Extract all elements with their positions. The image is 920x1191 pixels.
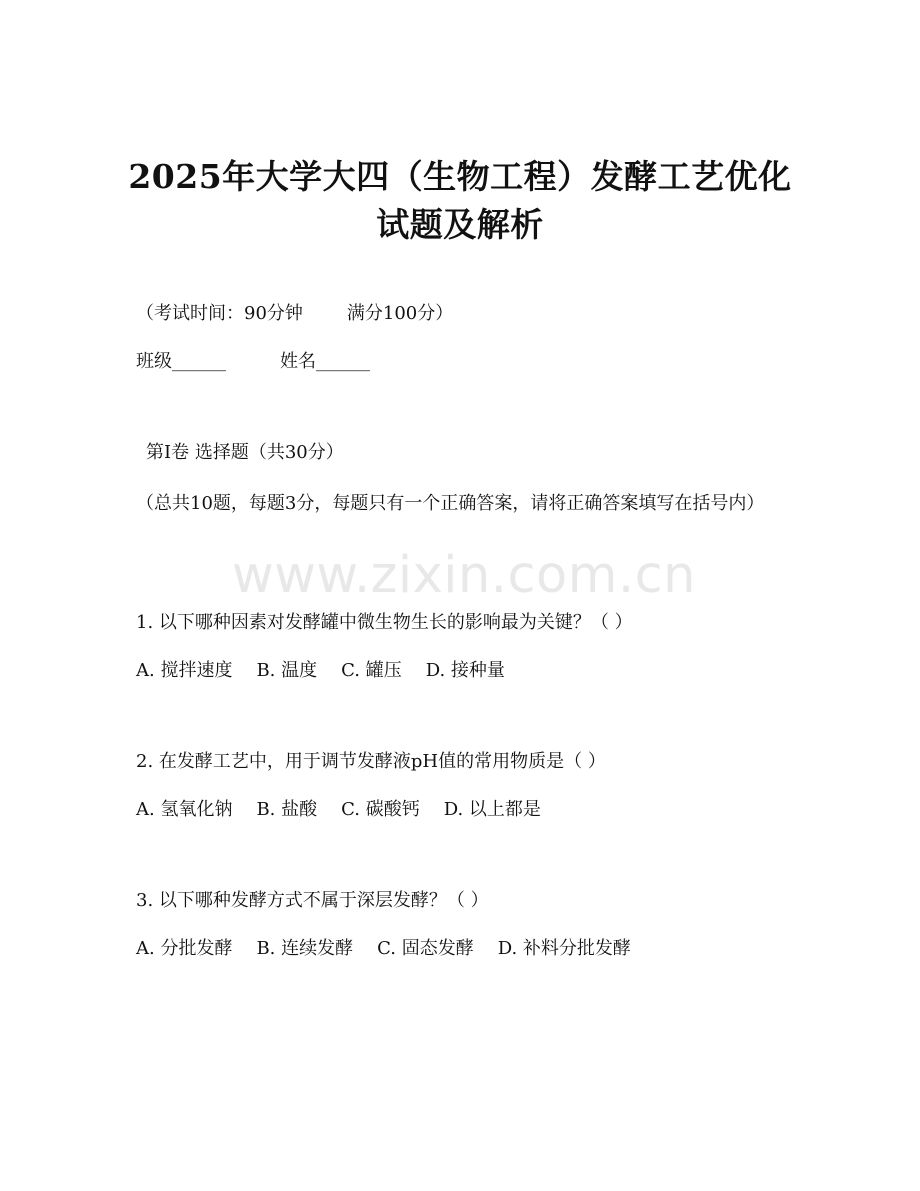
exam-time: （考试时间：90分钟 [136, 303, 303, 324]
watermark: www.zixin.com.cn [232, 546, 696, 605]
option-c: C. 罐压 [341, 660, 402, 681]
question-2-options [136, 798, 565, 822]
section-instructions: （总共10题，每题3分，每题只有一个正确答案，请将正确答案填写在括号内） [136, 493, 765, 514]
document-title-line-1: 2025年大学大四（生物工程）发酵工艺优化 [128, 157, 792, 196]
option-d: D. 以上都是 [443, 799, 541, 820]
option-a: A. 搅拌速度 [136, 660, 233, 681]
class-field: 班级______ [136, 351, 226, 372]
option-c: C. 固态发酵 [377, 938, 474, 959]
question-3-stem: 3. 以下哪种发酵方式不属于深层发酵？（ ） [136, 890, 489, 911]
question-1-options [136, 659, 529, 683]
document-title-line-2: 试题及解析 [376, 205, 544, 244]
question-3-options [136, 937, 655, 961]
exam-info [136, 302, 453, 326]
exam-score: 满分100分） [346, 303, 454, 324]
option-a: A. 氢氧化钠 [136, 799, 233, 820]
question-2-stem: 2. 在发酵工艺中，用于调节发酵液pH值的常用物质是（ ） [136, 751, 606, 772]
option-d: D. 接种量 [425, 660, 505, 681]
option-b: B. 盐酸 [256, 799, 318, 820]
option-a: A. 分批发酵 [136, 938, 233, 959]
option-d: D. 补料分批发酵 [497, 938, 631, 959]
student-info [136, 350, 370, 374]
option-b: B. 温度 [256, 660, 318, 681]
option-b: B. 连续发酵 [256, 938, 354, 959]
section-heading: 第Ⅰ卷 选择题（共30分） [146, 442, 344, 463]
name-field: 姓名______ [280, 351, 370, 372]
question-1-stem: 1. 以下哪种因素对发酵罐中微生物生长的影响最为关键？（ ） [136, 612, 633, 633]
option-c: C. 碳酸钙 [341, 799, 420, 820]
